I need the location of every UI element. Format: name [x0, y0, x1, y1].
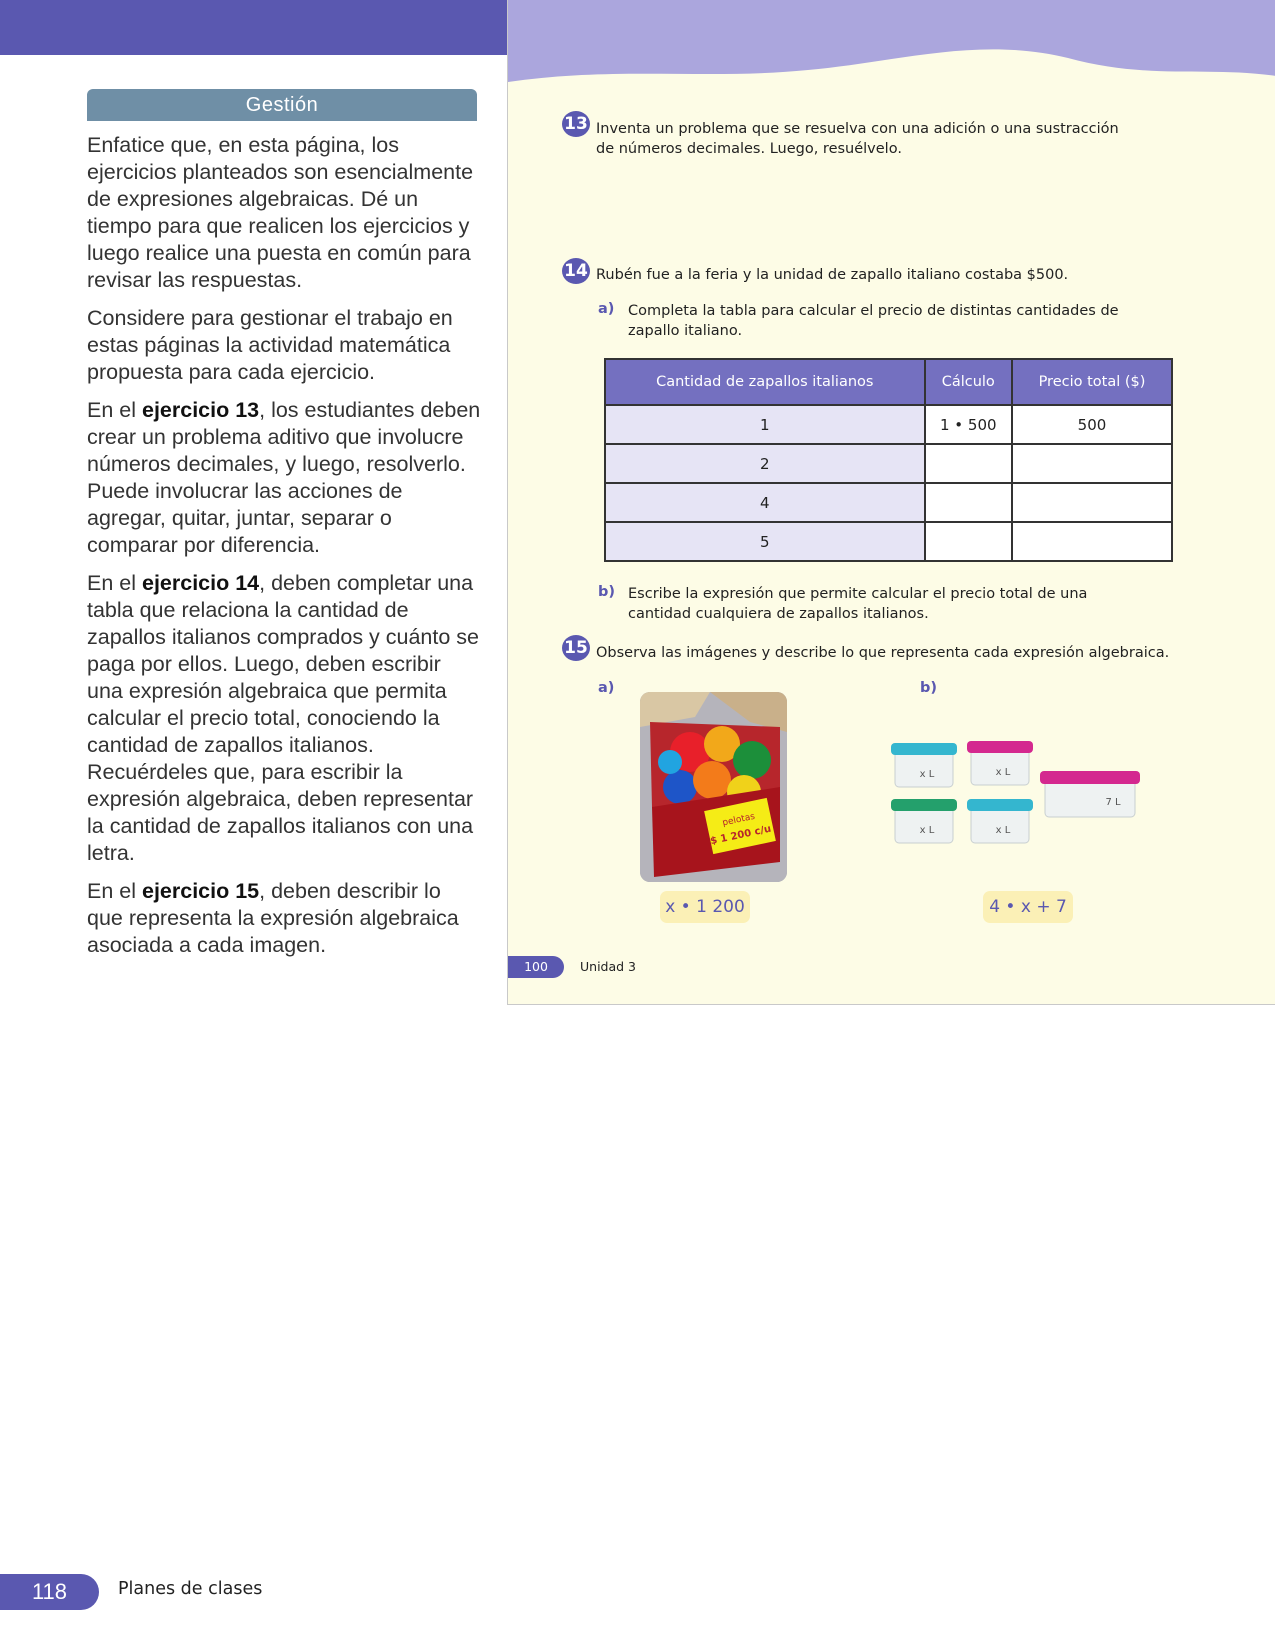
gestion-paragraph: En el ejercicio 15, deben describir lo que representa la expresión algebraica asociada a cada imagen. — [87, 879, 459, 957]
table-cell — [925, 522, 1012, 561]
exercise-14a-text: Completa la tabla para calcular el precio de distintas cantidades de zapallo italiano. — [628, 303, 1119, 339]
container-label: x L — [995, 825, 1011, 836]
table-cell: 1 — [605, 405, 925, 444]
table-cell: 4 — [605, 483, 925, 522]
table-header-row — [605, 359, 1172, 405]
table-cell: 500 — [1012, 405, 1172, 444]
table-row — [605, 444, 1172, 483]
exercise-14a-label: a) — [598, 301, 615, 317]
box-tag-text: pelotas — [721, 811, 756, 829]
table-cell: 2 — [605, 444, 925, 483]
table-cell — [1012, 444, 1172, 483]
exercise-14-text: Rubén fue a la feria y la unidad de zapallo italiano costaba $500. — [596, 267, 1069, 283]
exercise-15-text: Observa las imágenes y describe lo que representa cada expresión algebraica. — [596, 645, 1170, 661]
table-header-cell: Cálculo — [925, 359, 1012, 405]
gestion-text — [87, 132, 482, 970]
container-big-label: 7 L — [1105, 797, 1121, 808]
gestion-paragraph: Enfatice que, en esta página, los ejercicios planteados son esencialmente de expresiones algebraicas. Dé un tiempo para que realicen los ejercicios y luego realice una puesta en común para revisar las respuestas. — [87, 133, 474, 292]
box-tag-price: $ 1 200 c/u — [709, 823, 773, 848]
table-header-cell: Cantidad de zapallos italianos — [605, 359, 925, 405]
table-cell — [1012, 522, 1172, 561]
book-page-number: 100 — [508, 956, 564, 978]
table-cell — [1012, 483, 1172, 522]
gestion-paragraph: En el ejercicio 14, deben completar una tabla que relaciona la cantidad de zapallos italianos comprados y cuánto se paga por ellos. Luego, deben escribir una expresión algebraica que permita calcular el precio total, conociendo la cantidad de zapallos italianos. Recuérdeles que, para escribir la expresión algebraica, deben representar la cantidad de zapallos italianos con una letra. — [87, 571, 479, 865]
table-cell: 5 — [605, 522, 925, 561]
price-table — [604, 358, 1173, 562]
gestion-paragraph: Considere para gestionar el trabajo en estas páginas la actividad matemática propuesta para cada ejercicio. — [87, 306, 453, 384]
top-color-bar — [0, 0, 507, 55]
table-header-cell: Precio total ($) — [1012, 359, 1172, 405]
table-row — [605, 405, 1172, 444]
textbook-page — [507, 0, 1275, 1005]
exercise-15b-label: b) — [920, 680, 938, 696]
page-footer-label: Planes de clases — [118, 1579, 263, 1599]
exercise-15a-label: a) — [598, 680, 615, 696]
expression-a: x • 1 200 — [660, 891, 750, 923]
exercise-13-text: Inventa un problema que se resuelva con una adición o una sustracción de números decimales. Luego, resuélvelo. — [596, 121, 1119, 157]
table-row — [605, 483, 1172, 522]
table-cell — [925, 444, 1012, 483]
container-label: x L — [919, 769, 935, 780]
exercise-13-number: 13 — [562, 111, 590, 137]
gestion-paragraph: En el ejercicio 13, los estudiantes deben crear un problema aditivo que involucre números decimales, y luego, resolverlo. Puede involucrar las acciones de agregar, quitar, juntar, separar o comparar por diferencia. — [87, 398, 481, 557]
exercise-14b-text: Escribe la expresión que permite calcular el precio total de una cantidad cualquiera de zapallos italianos. — [628, 586, 1088, 622]
expression-b: 4 • x + 7 — [983, 891, 1073, 923]
table-row — [605, 522, 1172, 561]
book-unit-label: Unidad 3 — [580, 959, 636, 974]
table-cell: 1 • 500 — [925, 405, 1012, 444]
page-number: 118 — [0, 1574, 99, 1610]
exercise-15-number: 15 — [562, 635, 590, 661]
balls-box-image — [640, 692, 787, 882]
container-label: x L — [919, 825, 935, 836]
exercise-14-number: 14 — [562, 258, 590, 284]
container-label: x L — [995, 767, 1011, 778]
header-wave — [508, 0, 1275, 90]
exercise-14b-label: b) — [598, 584, 616, 600]
gestion-header: Gestión — [87, 89, 477, 121]
table-cell — [925, 483, 1012, 522]
containers-image — [883, 735, 1143, 855]
